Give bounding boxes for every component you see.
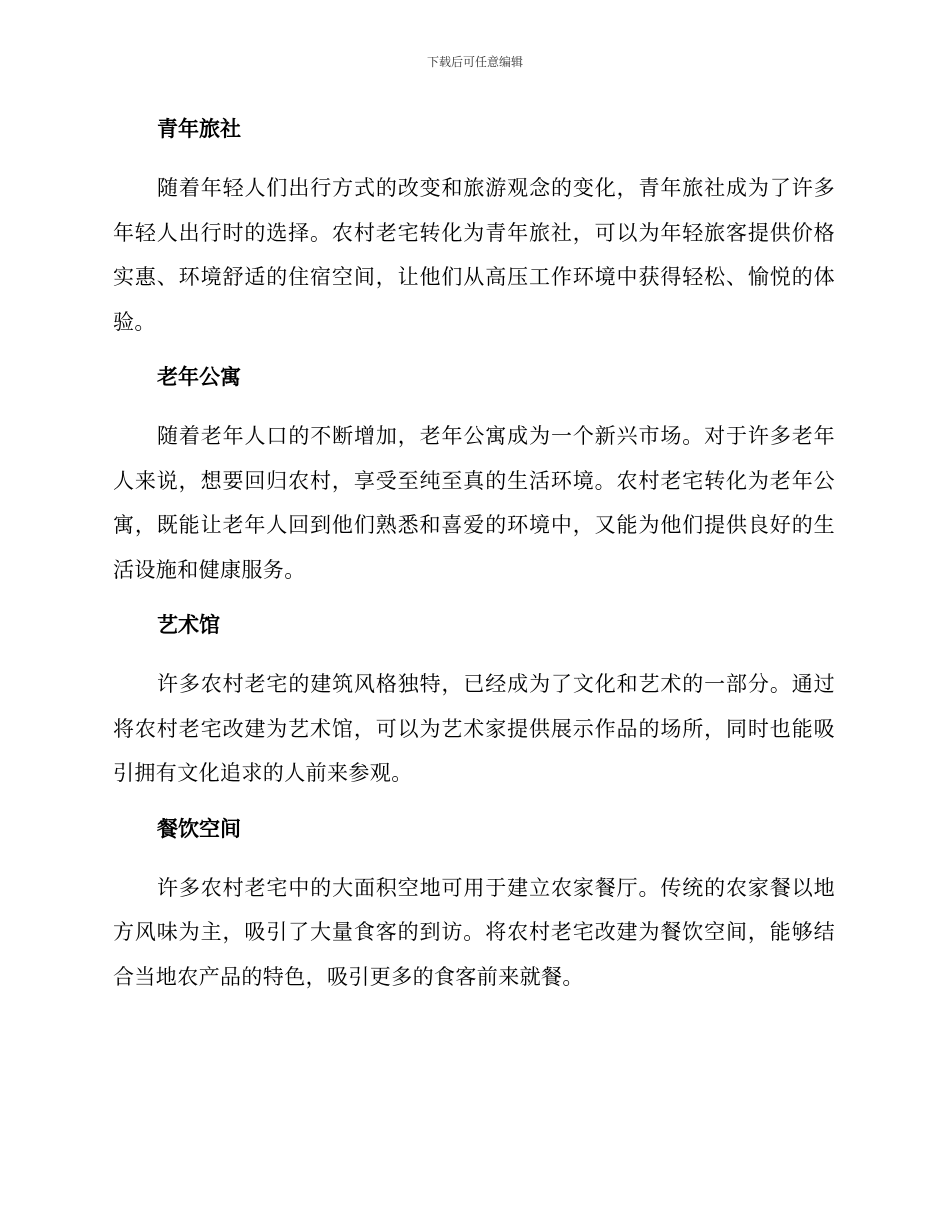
section-youth-hostel [113, 109, 835, 344]
section-dining-space [113, 809, 835, 1000]
section-title: 青年旅社 [157, 117, 241, 141]
section-body: 许多农村老宅的建筑风格独特，已经成为了文化和艺术的一部分。通过将农村老宅改建为艺术馆，可以为艺术家提供展示作品的场所，同时也能吸引拥有文化追求的人前来参观。 [113, 672, 835, 785]
section-body: 随着老年人口的不断增加，老年公寓成为一个新兴市场。对于许多老年人来说，想要回归农村，享受至纯至真的生活环境。农村老宅转化为老年公寓，既能让老年人回到他们熟悉和喜爱的环境中，又能为他们提供良好的生活设施和健康服务。 [113, 424, 835, 582]
section-senior-apartment [113, 357, 835, 592]
section-body: 许多农村老宅中的大面积空地可用于建立农家餐厅。传统的农家餐以地方风味为主，吸引了大量食客的到访。将农村老宅改建为餐饮空间，能够结合当地农产品的特色，吸引更多的食客前来就餐。 [113, 875, 835, 989]
section-art-gallery [113, 605, 835, 796]
section-title: 艺术馆 [157, 613, 220, 637]
document-content [113, 109, 835, 1012]
section-title: 老年公寓 [157, 365, 241, 389]
section-title: 餐饮空间 [157, 816, 241, 841]
page-header: 下载后可任意编辑 [426, 55, 523, 69]
section-body: 随着年轻人们出行方式的改变和旅游观念的变化，青年旅社成为了许多年轻人出行时的选择。农村老宅转化为青年旅社，可以为年轻旅客提供价格实惠、环境舒适的住宿空间，让他们从高压工作环境中获得轻松、愉悦的体验。 [113, 176, 835, 334]
